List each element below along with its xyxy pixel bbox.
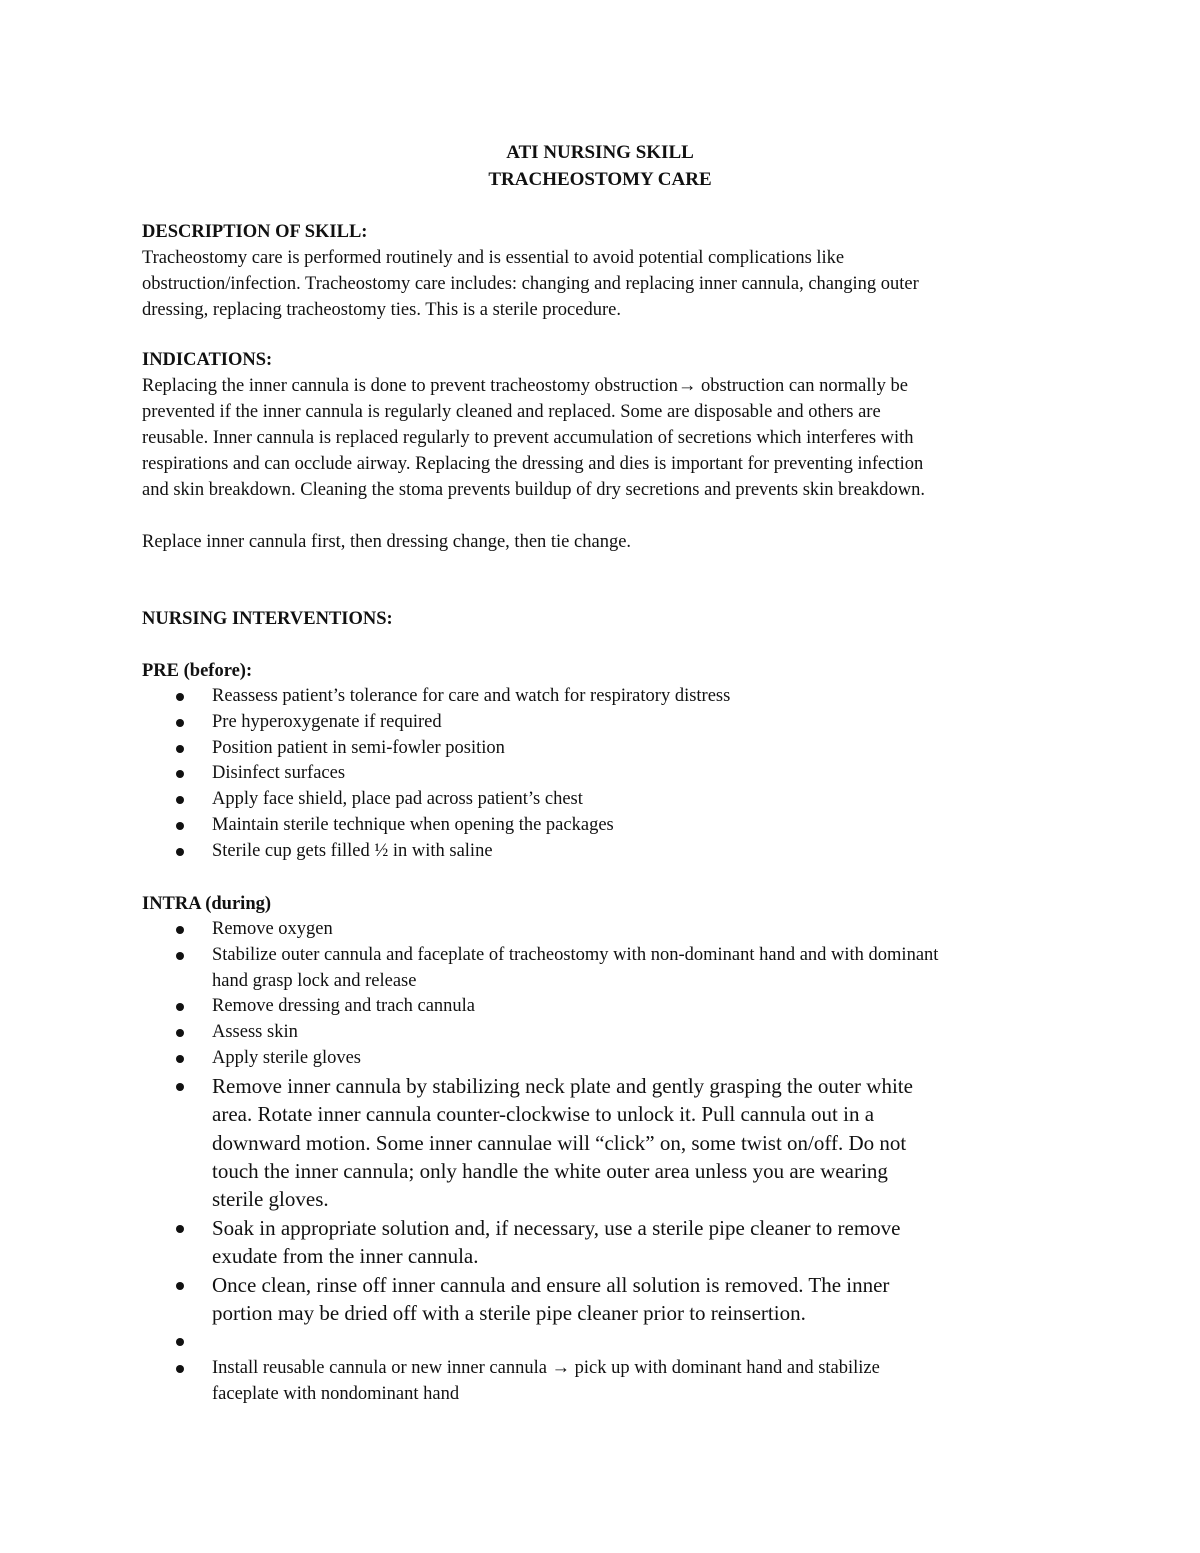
list-item-text: Apply face shield, place pad across patient’s chest	[212, 789, 583, 810]
list-item-text: Sterile cup gets filled ½ in with saline	[212, 840, 493, 861]
list-item	[142, 1271, 1072, 1328]
list-item-text: Maintain sterile technique when opening the packages	[212, 814, 614, 835]
list-item	[142, 1046, 1072, 1072]
list-item-text: Remove dressing and trach cannula	[212, 996, 476, 1017]
list-item	[142, 1356, 1072, 1408]
list-item-text: hand grasp lock and release	[212, 970, 417, 991]
indications-note: Replace inner cannula first, then dressing change, then tie change.	[142, 532, 632, 552]
list-item-text: area. Rotate inner cannula counter-clockwise to unlock it. Pull cannula out in a	[212, 1102, 875, 1127]
bullet-dot-icon	[176, 1338, 184, 1346]
indications-line: reusable. Inner cannula is replaced regularly to prevent accumulation of secretions which interferes with	[142, 428, 914, 448]
pre-heading: PRE (before):	[142, 661, 253, 681]
list-item-text: Position patient in semi-fowler position	[212, 737, 505, 758]
list-item-text: sterile gloves.	[212, 1187, 329, 1212]
list-item	[142, 1020, 1072, 1046]
bullet-dot-icon	[176, 952, 184, 960]
bullet-dot-icon	[176, 1029, 184, 1037]
list-item-text: Apply sterile gloves	[212, 1047, 362, 1068]
list-item-text: Install reusable cannula or new inner cannula → pick up with dominant hand and stabilize	[212, 1357, 880, 1378]
list-item-text: exudate from the inner cannula.	[212, 1244, 479, 1269]
list-item-text: Remove inner cannula by stabilizing neck plate and gently grasping the outer white	[212, 1073, 913, 1098]
indications-line: respirations and can occlude airway. Replacing the dressing and dies is important for preventing infection	[142, 454, 924, 474]
list-item	[142, 736, 1072, 762]
list-item-text	[212, 1327, 1072, 1355]
bullet-dot-icon	[176, 770, 184, 778]
list-item-text: downward motion. Some inner cannulae will “click” on, some twist on/off. Do not	[212, 1130, 907, 1155]
bullet-dot-icon	[176, 1003, 184, 1011]
indications-paragraph	[142, 373, 1062, 503]
list-item-text: Remove oxygen	[212, 919, 333, 939]
list-item	[142, 1072, 1072, 1214]
list-item-text: Disinfect surfaces	[212, 763, 346, 784]
description-line: dressing, replacing tracheostomy ties. This is a sterile procedure.	[142, 300, 621, 320]
bullet-dot-icon	[176, 1225, 184, 1233]
intra-bullet-list	[142, 917, 1072, 1407]
bullet-dot-icon	[176, 719, 184, 727]
bullet-dot-icon	[176, 848, 184, 856]
indications-heading: INDICATIONS:	[142, 350, 273, 370]
list-item	[142, 813, 1072, 839]
list-item-text: faceplate with nondominant hand	[212, 1383, 460, 1404]
list-item-text: Once clean, rinse off inner cannula and ensure all solution is removed. The inner	[212, 1272, 890, 1297]
bullet-dot-icon	[176, 926, 184, 934]
bullet-dot-icon	[176, 822, 184, 830]
list-item-text: Assess skin	[212, 1022, 298, 1043]
indications-line: and skin breakdown. Cleaning the stoma prevents buildup of dry secretions and prevents skin breakdown.	[142, 480, 925, 500]
description-heading: DESCRIPTION OF SKILL:	[142, 222, 368, 242]
list-item-text: Reassess patient’s tolerance for care and watch for respiratory distress	[212, 686, 731, 706]
list-item	[142, 710, 1072, 736]
list-item-text: portion may be dried off with a sterile pipe cleaner prior to reinsertion.	[212, 1301, 806, 1326]
description-line: Tracheostomy care is performed routinely and is essential to avoid potential complications like	[142, 248, 845, 268]
document-title-line-1: ATI NURSING SKILL	[506, 142, 694, 163]
list-item	[142, 1327, 1072, 1355]
list-item	[142, 1214, 1072, 1271]
list-item-text: touch the inner cannula; only handle the white outer area unless you are wearing	[212, 1159, 888, 1183]
list-item	[142, 787, 1072, 813]
intra-heading: INTRA (during)	[142, 894, 272, 914]
list-item-text: Soak in appropriate solution and, if necessary, use a sterile pipe cleaner to remove	[212, 1215, 901, 1240]
list-item	[142, 943, 1072, 995]
list-item	[142, 761, 1072, 787]
bullet-dot-icon	[176, 693, 184, 701]
bullet-dot-icon	[176, 796, 184, 804]
bullet-dot-icon	[176, 1282, 184, 1290]
list-item	[142, 684, 1072, 710]
bullet-dot-icon	[176, 745, 184, 753]
interventions-heading: NURSING INTERVENTIONS:	[142, 609, 393, 629]
description-line: obstruction/infection. Tracheostomy care includes: changing and replacing inner cannula, changing outer	[142, 274, 919, 294]
list-item	[142, 917, 1072, 943]
description-paragraph	[142, 245, 1062, 323]
bullet-dot-icon	[176, 1083, 184, 1091]
list-item-text: Pre hyperoxygenate if required	[212, 711, 442, 732]
list-item	[142, 994, 1072, 1020]
bullet-dot-icon	[176, 1365, 184, 1373]
list-item	[142, 839, 1072, 865]
list-item-text: Stabilize outer cannula and faceplate of tracheostomy with non-dominant hand and with dominant	[212, 944, 939, 965]
indications-line: Replacing the inner cannula is done to prevent tracheostomy obstruction→ obstruction can normally be	[142, 376, 908, 396]
document-title-line-2: TRACHEOSTOMY CARE	[488, 169, 712, 190]
indications-line: prevented if the inner cannula is regularly cleaned and replaced. Some are disposable and others are	[142, 402, 881, 422]
bullet-dot-icon	[176, 1055, 184, 1063]
pre-bullet-list	[142, 684, 1072, 865]
